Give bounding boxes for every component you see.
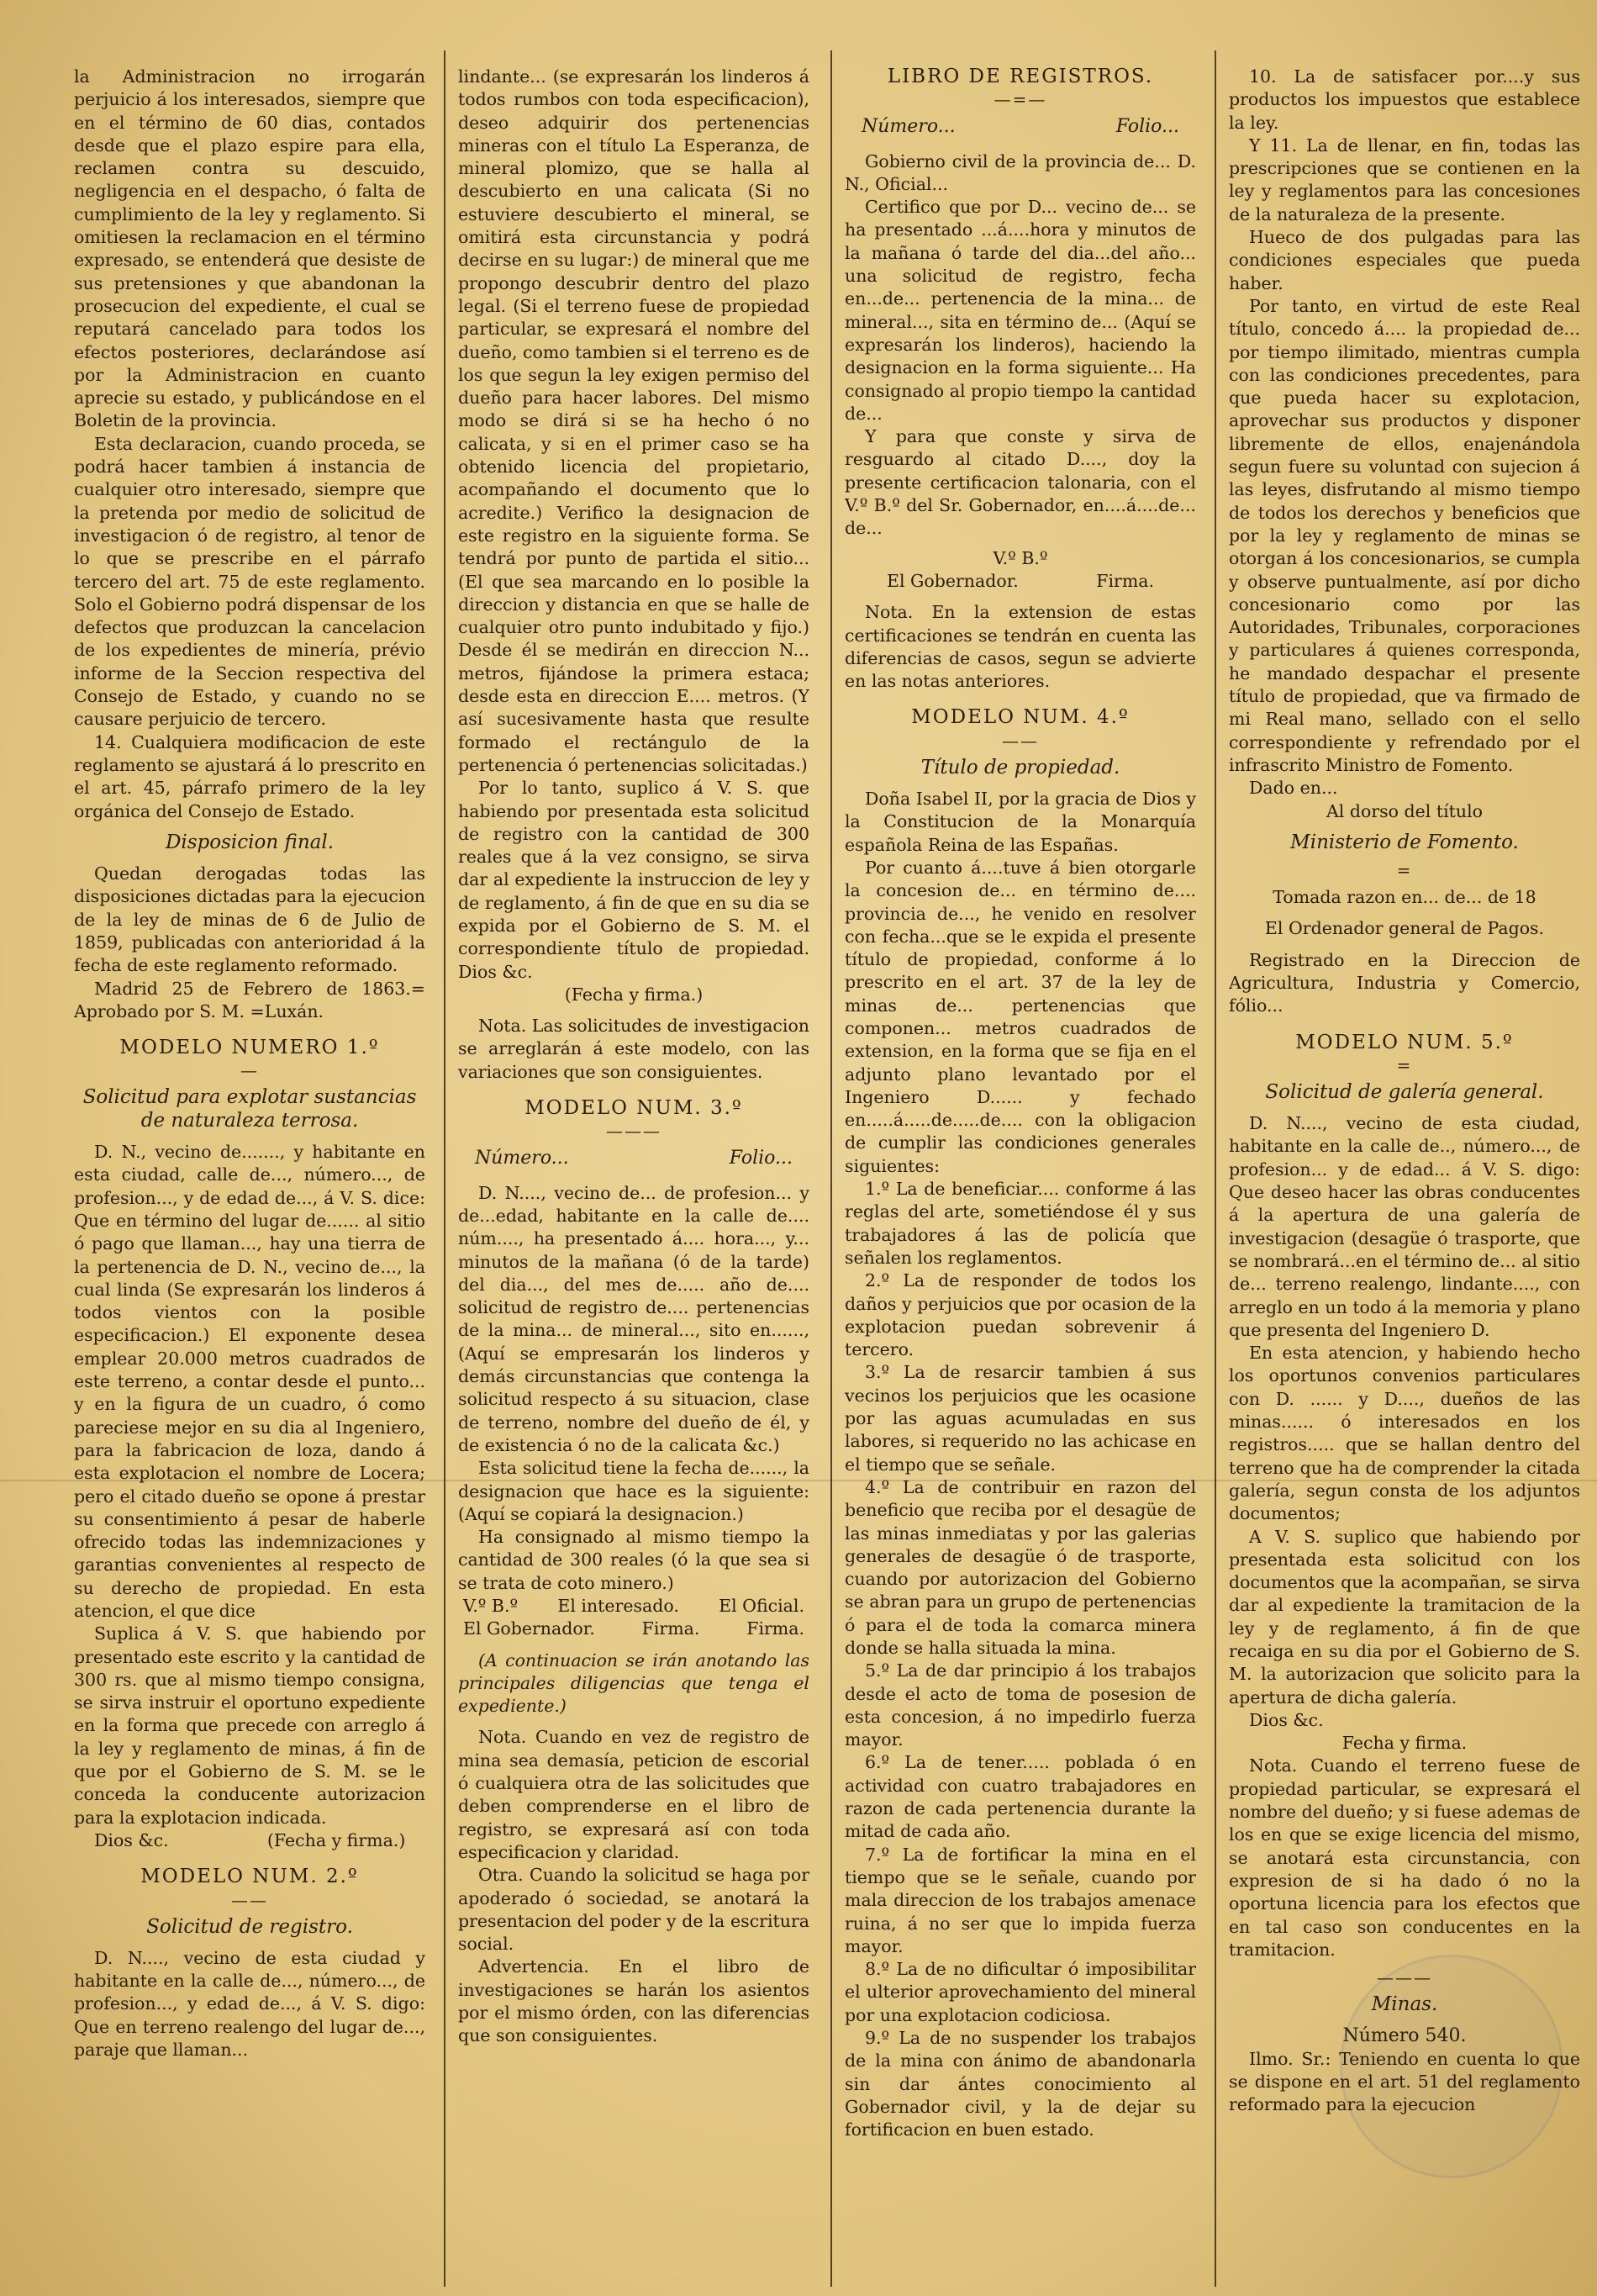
model-heading: MODELO NUM. 2.º <box>140 1866 359 1888</box>
paragraph: Advertencia. En el libro de investigaciones se harán los asientos por el mismo órden, con las diferencias que son consiguientes. <box>458 1956 809 2046</box>
paragraph: D. N...., vecino de esta ciudad, habitante en la calle de.., número..., de profesion... y de edad... á V. S. digo: Que deseo hacer las obras conducentes á la apertura de una galería de investigacion (desagüe ó trasporte, que se nombrará...en el término de... al sitio de... terreno realengo, lindante...., con arreglo en un todo á la memoria y plano que presenta del Ingeniero D. <box>1229 1113 1580 1340</box>
column-3 <box>845 66 1196 2285</box>
divider: —— <box>1002 730 1039 751</box>
paragraph: Suplica á V. S. que habiendo por presentado este escrito y la cantidad de 300 rs. que al mismo tiempo consigna, se sirva instruir el oportuno expediente en la forma que precede con arreglo á la ley y reglamento de minas, á fin de que por el Gobierno de S. M. se le conceda la conducente autorizacion para la explotacion indicada. <box>74 1623 425 1828</box>
model-subtitle: Solicitud de galería general. <box>1265 1080 1544 1103</box>
section-title: Minas. <box>1371 1993 1438 2016</box>
model-subtitle: Solicitud para explotar sustancias de naturaleza terrosa. <box>82 1086 417 1132</box>
paragraph: Hueco de dos pulgadas para las condiciones especiales que pueda haber. <box>1229 227 1580 293</box>
paragraph: Esta declaracion, cuando proceda, se podrá hacer tambien á instancia de cualquier otro interesado, siempre que la pretenda por medio de solicitud de investigacion ó de registro, al tenor de lo que se prescribe en el párrafo tercero del art. 75 de este reglamento. Solo el Gobierno podrá dispensar de los defectos que produzcan la cancelacion de los expedientes de minería, prévio informe de la Seccion respectiva del Consejo de Estado, y cuando no se causare perjuicio de tercero. <box>74 433 425 730</box>
paragraph: 6.º La de tener..... poblada ó en actividad con cuatro trabajadores en razon de cada pertenencia durante la mitad de cada año. <box>845 1752 1196 1842</box>
paragraph: Doña Isabel II, por la gracia de Dios y la Constitucion de la Monarquía española Reina de las Españas. <box>845 789 1196 855</box>
paragraph: 14. Cualquiera modificacion de este reglamento se ajustará á lo prescrito en el art. 45, párrafo primero de la ley orgánica del Consejo de Estado. <box>74 731 425 821</box>
section-title: LIBRO DE REGISTROS. <box>887 66 1154 87</box>
divider: ——— <box>1377 1967 1432 1988</box>
paragraph: En esta atencion, y habiendo hecho los oportunos convenios particulares con D. ...... y D...., dueños de las minas...... ó interesados en los registros..... que se hallan dentro del terreno que ha de comprender la citada galería, segun consta de los adjuntos documentos; <box>1229 1343 1580 1524</box>
paragraph: Al dorso del título <box>1326 800 1483 821</box>
number-folio-row <box>458 1147 809 1169</box>
signature-label: El interesado. <box>557 1596 679 1616</box>
paragraph: Tomada razon en... de... de 18 <box>1273 887 1536 908</box>
signature-label: Firma. <box>746 1618 804 1639</box>
paragraph: Y para que conste y sirva de resguardo al citado D...., doy la presente certificacion talonaria, con el V.º B.º del Sr. Gobernador, en....á....de... de... <box>845 426 1196 539</box>
model-heading: MODELO NUM. 5.º <box>1295 1031 1514 1053</box>
divider: = <box>1396 860 1413 881</box>
paragraph: (Fecha y firma.) <box>564 984 704 1005</box>
signature-row <box>458 1618 809 1640</box>
model-heading: MODELO NUM. 4.º <box>911 706 1130 729</box>
divider: = <box>1396 1054 1413 1075</box>
paragraph: lindante... (se expresarán los linderos á todos rumbos con toda especificacion), deseo adquirir dos pertenencias mineras con el título La Esperanza, de mineral plomizo, que se halla al descubierto en una calicata (Si no estuviere descubierto el mineral, se omitirá esta circunstancia y podrá decirse en su lugar:) de mineral que me propongo descubrir dentro del plazo legal. (Si el terreno fuese de propiedad particular, se expresará el nombre del dueño, como tambien si el terreno es de los que segun la ley exigen permiso del dueño para hacer labores. Del mismo modo se dirá si se ha hecho ó no calicata, y si en el primer caso se ha obtenido licencia del propietario, acompañando el documento que lo acredite.) Verifico la designacion de este registro en la siguiente forma. Se tendrá por punto de partida el sitio... (El que sea marcando en lo posible la direccion y distancia en que se halle de cualquier otro punto indubitado y fijo.) Desde él se medirán en direccion N... metros, fijándose la primera estaca; desde esta en direccion E.... metros. (Y así sucesivamente hasta que resulte formado el rectángulo de la pertenencia ó pertenencias solicitadas.) <box>458 66 809 775</box>
paragraph: 10. La de satisfacer por....y sus productos los impuestos que establece la ley. <box>1229 66 1580 133</box>
paragraph: Registrado en la Direccion de Agricultura, Industria y Comercio, fólio... <box>1229 949 1580 1016</box>
signature-row <box>458 1595 809 1618</box>
signature-label: V.º B.º <box>993 547 1048 568</box>
model-heading: MODELO NUM. 3.º <box>524 1097 743 1120</box>
paragraph: Dios &c. <box>1249 1709 1324 1730</box>
signature-label: Firma. <box>641 1618 700 1639</box>
divider: ——— <box>606 1121 661 1142</box>
paragraph: Nota. Cuando en vez de registro de mina sea demasía, peticion de escorial ó cualquiera otra de las solicitudes que deben comprenderse en el libro de registro, se expresará así con toda especificacion y claridad. <box>458 1727 809 1862</box>
model-subtitle: Título de propiedad. <box>920 756 1120 779</box>
paragraph: Dado en... <box>1249 778 1338 799</box>
paragraph: Ha consignado al mismo tiempo la cantidad de 300 reales (ó la que sea si se trata de coto minero.) <box>458 1527 809 1593</box>
paragraph: 7.º La de fortificar la mina en el tiempo que se le señale, cuando por mala direccion de los trabajos amenace ruina, á no ser que lo impida fuerza mayor. <box>845 1844 1196 1956</box>
paragraph: Nota. Las solicitudes de investigacion se arreglarán á este modelo, con las variaciones que son consiguientes. <box>458 1016 809 1082</box>
signature-row <box>845 570 1196 593</box>
paragraph: Quedan derogadas todas las disposiciones dictadas para la ejecucion de la ley de minas de 6 de Julio de 1859, publicadas con anterioridad á la fecha de este reglamento reformado. <box>74 863 425 976</box>
number-label: Número... <box>862 116 956 138</box>
section-title: Disposicion final. <box>165 831 335 853</box>
paragraph: 9.º La de no suspender los trabajos de la mina con ánimo de abandonarla sin dar ántes conocimiento al Gobernador civil, y la de dejar su fortificacion en buen estado. <box>845 2028 1196 2140</box>
signature-label: El Gobernador. <box>463 1618 595 1639</box>
signature-label: V.º B.º <box>463 1596 519 1616</box>
divider: — <box>240 1060 259 1081</box>
signature-label: Firma. <box>1096 570 1154 591</box>
folio-label: Folio... <box>729 1148 793 1169</box>
paragraph: 8.º La de no dificultar ó imposibilitar el ulterior aprovechamiento del mineral por una explotacion codiciosa. <box>845 1959 1196 2025</box>
column-rule <box>1215 50 1216 2287</box>
paragraph: Por tanto, en virtud de este Real título, concedo á.... la propiedad de... por tiempo ilimitado, mientras cumpla con las condiciones precedentes, para que pueda hacer su explotacion, aprovechar sus productos y disponer libremente de ellos, enajenándola segun fuere su voluntad con sujecion á las leyes, disfrutando al mismo tiempo de todos los derechos y beneficios que por la ley y reglamento de minas se otorgan á los concesionarios, se cumpla y observe puntualmente, así por dicho concesionario como por las Autoridades, Tribunales, corporaciones y particulares á quienes corresponda, he mandado despachar el presente título de propiedad, que va firmado de mi Real mano, sellado con el sello correspondiente y refrendado por el infrascrito Ministro de Fomento. <box>1229 295 1580 775</box>
paragraph: Certifico que por D... vecino de... se ha presentado ...á....hora y minutos de la mañana ó tarde del dia...del año... una solicitud de registro, fecha en...de... pertenencia de la mina... de mineral..., sita en término de... (Aquí se expresarán los linderos), haciendo la designacion en la forma siguiente... Ha consignado al propio tiempo la cantidad de... <box>845 197 1196 424</box>
paragraph: Gobierno civil de la provincia de... D. N., Oficial... <box>845 150 1196 194</box>
model-heading: MODELO NUMERO 1.º <box>119 1037 380 1059</box>
section-number: Número 540. <box>1342 2025 1467 2047</box>
paragraph: Madrid 25 de Febrero de 1863.= Aprobado por S. M. =Luxán. <box>74 978 425 1021</box>
divider: —=— <box>994 89 1047 110</box>
paragraph: Nota. En la extension de estas certificaciones se tendrán en cuenta las diferencias de casos, segun se advierte en las notas anteriores. <box>845 602 1196 692</box>
section-title: Ministerio de Fomento. <box>1290 831 1519 853</box>
column-rule <box>830 50 832 2287</box>
paragraph: Por cuanto á....tuve á bien otorgarle la concesion de... en término de.... provincia de..., he venido en resolver con fecha...que se le expida el presente título de propiedad, conforme á lo prescrito en el art. 37 de la ley de minas de... pertenencias que componen... metros cuadrados de extension, en la forma que se fija en el adjunto plano levantado por el Ingeniero D...... y fechado en.....á.....de.....de.... con la obligacion de cumplir las condiciones generales siguientes: <box>845 857 1196 1176</box>
column-1 <box>74 66 425 2285</box>
folio-label: Folio... <box>1115 116 1179 138</box>
paragraph: la Administracion no irrogarán perjuicio á los interesados, siempre que en el término de 60 dias, contados desde que el plazo espire para ella, reclamen contra su descuido, negligencia en el despacho, ó falta de cumplimiento de la ley y reglamento. Si omitiesen la reclamacion en el término expresado, se entenderá que desiste de sus pretensiones y que abandonan la prosecucion del expediente, el cual se reputará cancelado para todos los efectos posteriores, declarándose así por la Administracion en cuanto aprecie su estado, y publicándose en el Boletin de la provincia. <box>74 66 425 431</box>
paragraph: 1.º La de beneficiar.... conforme á las reglas del arte, sometiéndose él y sus trabajadores á las de policía que señalen los reglamentos. <box>845 1179 1196 1268</box>
number-label: Número... <box>475 1148 569 1169</box>
paragraph: Dios &c. (Fecha y firma.) <box>94 1829 406 1850</box>
paragraph: 3.º La de resarcir tambien á sus vecinos los perjuicios que les ocasione por las aguas acumuladas en sus labores, si requerido no las achicase en el tiempo que se señale. <box>845 1362 1196 1475</box>
model-subtitle: Solicitud de registro. <box>146 1915 353 1938</box>
paragraph: Fecha y firma. <box>1341 1733 1468 1754</box>
paragraph: El Ordenador general de Pagos. <box>1264 918 1545 939</box>
paragraph: D. N., vecino de......., y habitante en esta ciudad, calle de..., número..., de profesion..., y de edad de..., á V. S. dice: Que en término del lugar de...... al sitio ó pago que llaman..., hay una tierra de la pertenencia de D. N., vecino de..., la cual linda (Se expresarán los linderos á todos vientos con la posible especificacion.) El exponente desea emplear 20.000 metros cuadrados de este terreno, a contar desde el punto... y en la figura de un cuadro, ó como pareciese mejor en su dia al Ingeniero, para la fabricacion de loza, dando á esta explotacion el nombre de Locera; pero el citado dueño se opone á prestar su consentimiento á pesar de haberle ofrecido todas las indemnizaciones y garantias convenientes al respecto de su derecho de propiedad. En esta atencion, el que dice <box>74 1142 425 1621</box>
paragraph: Nota. Cuando el terreno fuese de propiedad particular, se expresará el nombre del dueño; y si fuese ademas de los en que se exige licencia del mismo, se anotará esta circunstancia, con expresion de si ha dado ó no la oportuna licencia para los efectos que en tal caso son conducentes en la tramitacion. <box>1229 1755 1580 1960</box>
column-4 <box>1229 66 1580 2285</box>
paragraph: Otra. Cuando la solicitud se haga por apoderado ó sociedad, se anotará la presentacion del poder y de la escritura social. <box>458 1865 809 1955</box>
paragraph: A V. S. suplico que habiendo por presentada esta solicitud con los documentos que la acompañan, se sirva dar al expediente la tramitacion de la ley y de reglamento, á fin de que recaiga en su dia por el Gobierno de S. M. la autorizacion que solicito para la apertura de dicha galería. <box>1229 1526 1580 1707</box>
paragraph: Y 11. La de llenar, en fin, todas las prescripciones que se contienen en la ley y reglamentos para las concesiones de la naturaleza de la presente. <box>1229 135 1580 224</box>
paragraph: D. N...., vecino de esta ciudad y habitante en la calle de..., número..., de profesion..., y edad de..., á V. S. digo: Que en terreno realengo del lugar de..., paraje que llaman... <box>74 1947 425 2061</box>
paragraph: 5.º La de dar principio á los trabajos desde el acto de toma de posesion de esta concesion, á no impedirlo fuerza mayor. <box>845 1660 1196 1750</box>
paragraph: 4.º La de contribuir en razon del beneficio que reciba por el desagüe de las minas inmediatas y por las galerias generales de desagüe ó de trasporte, cuando por autorizacion del Gobierno se abran para un grupo de pertenencias ó para el de toda la comarca minera donde se halla situada la mina. <box>845 1476 1196 1658</box>
paragraph: (A continuacion se irán anotando las principales diligencias que tenga el expediente.) <box>458 1649 809 1717</box>
paragraph: Ilmo. Sr.: Teniendo en cuenta lo que se dispone en el art. 51 del reglamento reformado para la ejecucion <box>1229 2048 1580 2115</box>
paragraph: Esta solicitud tiene la fecha de......, la designacion que hace es la siguiente: (Aquí se copiará la designacion.) <box>458 1458 809 1524</box>
paragraph: D. N...., vecino de... de profesion... y de...edad, habitante en la calle de.... núm...., ha presentado á.... hora..., y... minutos de la mañana (ó de la tarde) del dia..., del mes de..... año de.... solicitud de registro de.... pertenencias de la mina... de mineral..., sito en......, (Aquí se empresarán los linderos y demás circunstancias que contenga la solicitud respecto á su situacion, clase de terreno, nombre del dueño de él, y de existencia ó no de la calicata &c.) <box>458 1182 809 1455</box>
column-rule <box>444 50 445 2287</box>
number-folio-row <box>845 115 1196 138</box>
paragraph: Por lo tanto, suplico á V. S. que habiendo por presentada esta solicitud de registro con la cantidad de 300 reales que á la vez consigno, se sirva dar al expediente la instruccion de ley y de reglamento, á fin de que en su dia se expida por el Gobierno de S. M. el correspondiente título de propiedad. Dios &c. <box>458 778 809 982</box>
column-2 <box>458 66 809 2285</box>
signature-label: El Gobernador. <box>887 570 1019 591</box>
divider: —— <box>231 1889 268 1910</box>
paragraph: 2.º La de responder de todos los daños y perjuicios que por ocasion de la explotacion puedan sobrevenir á tercero. <box>845 1270 1196 1360</box>
signature-label: El Oficial. <box>719 1596 804 1616</box>
